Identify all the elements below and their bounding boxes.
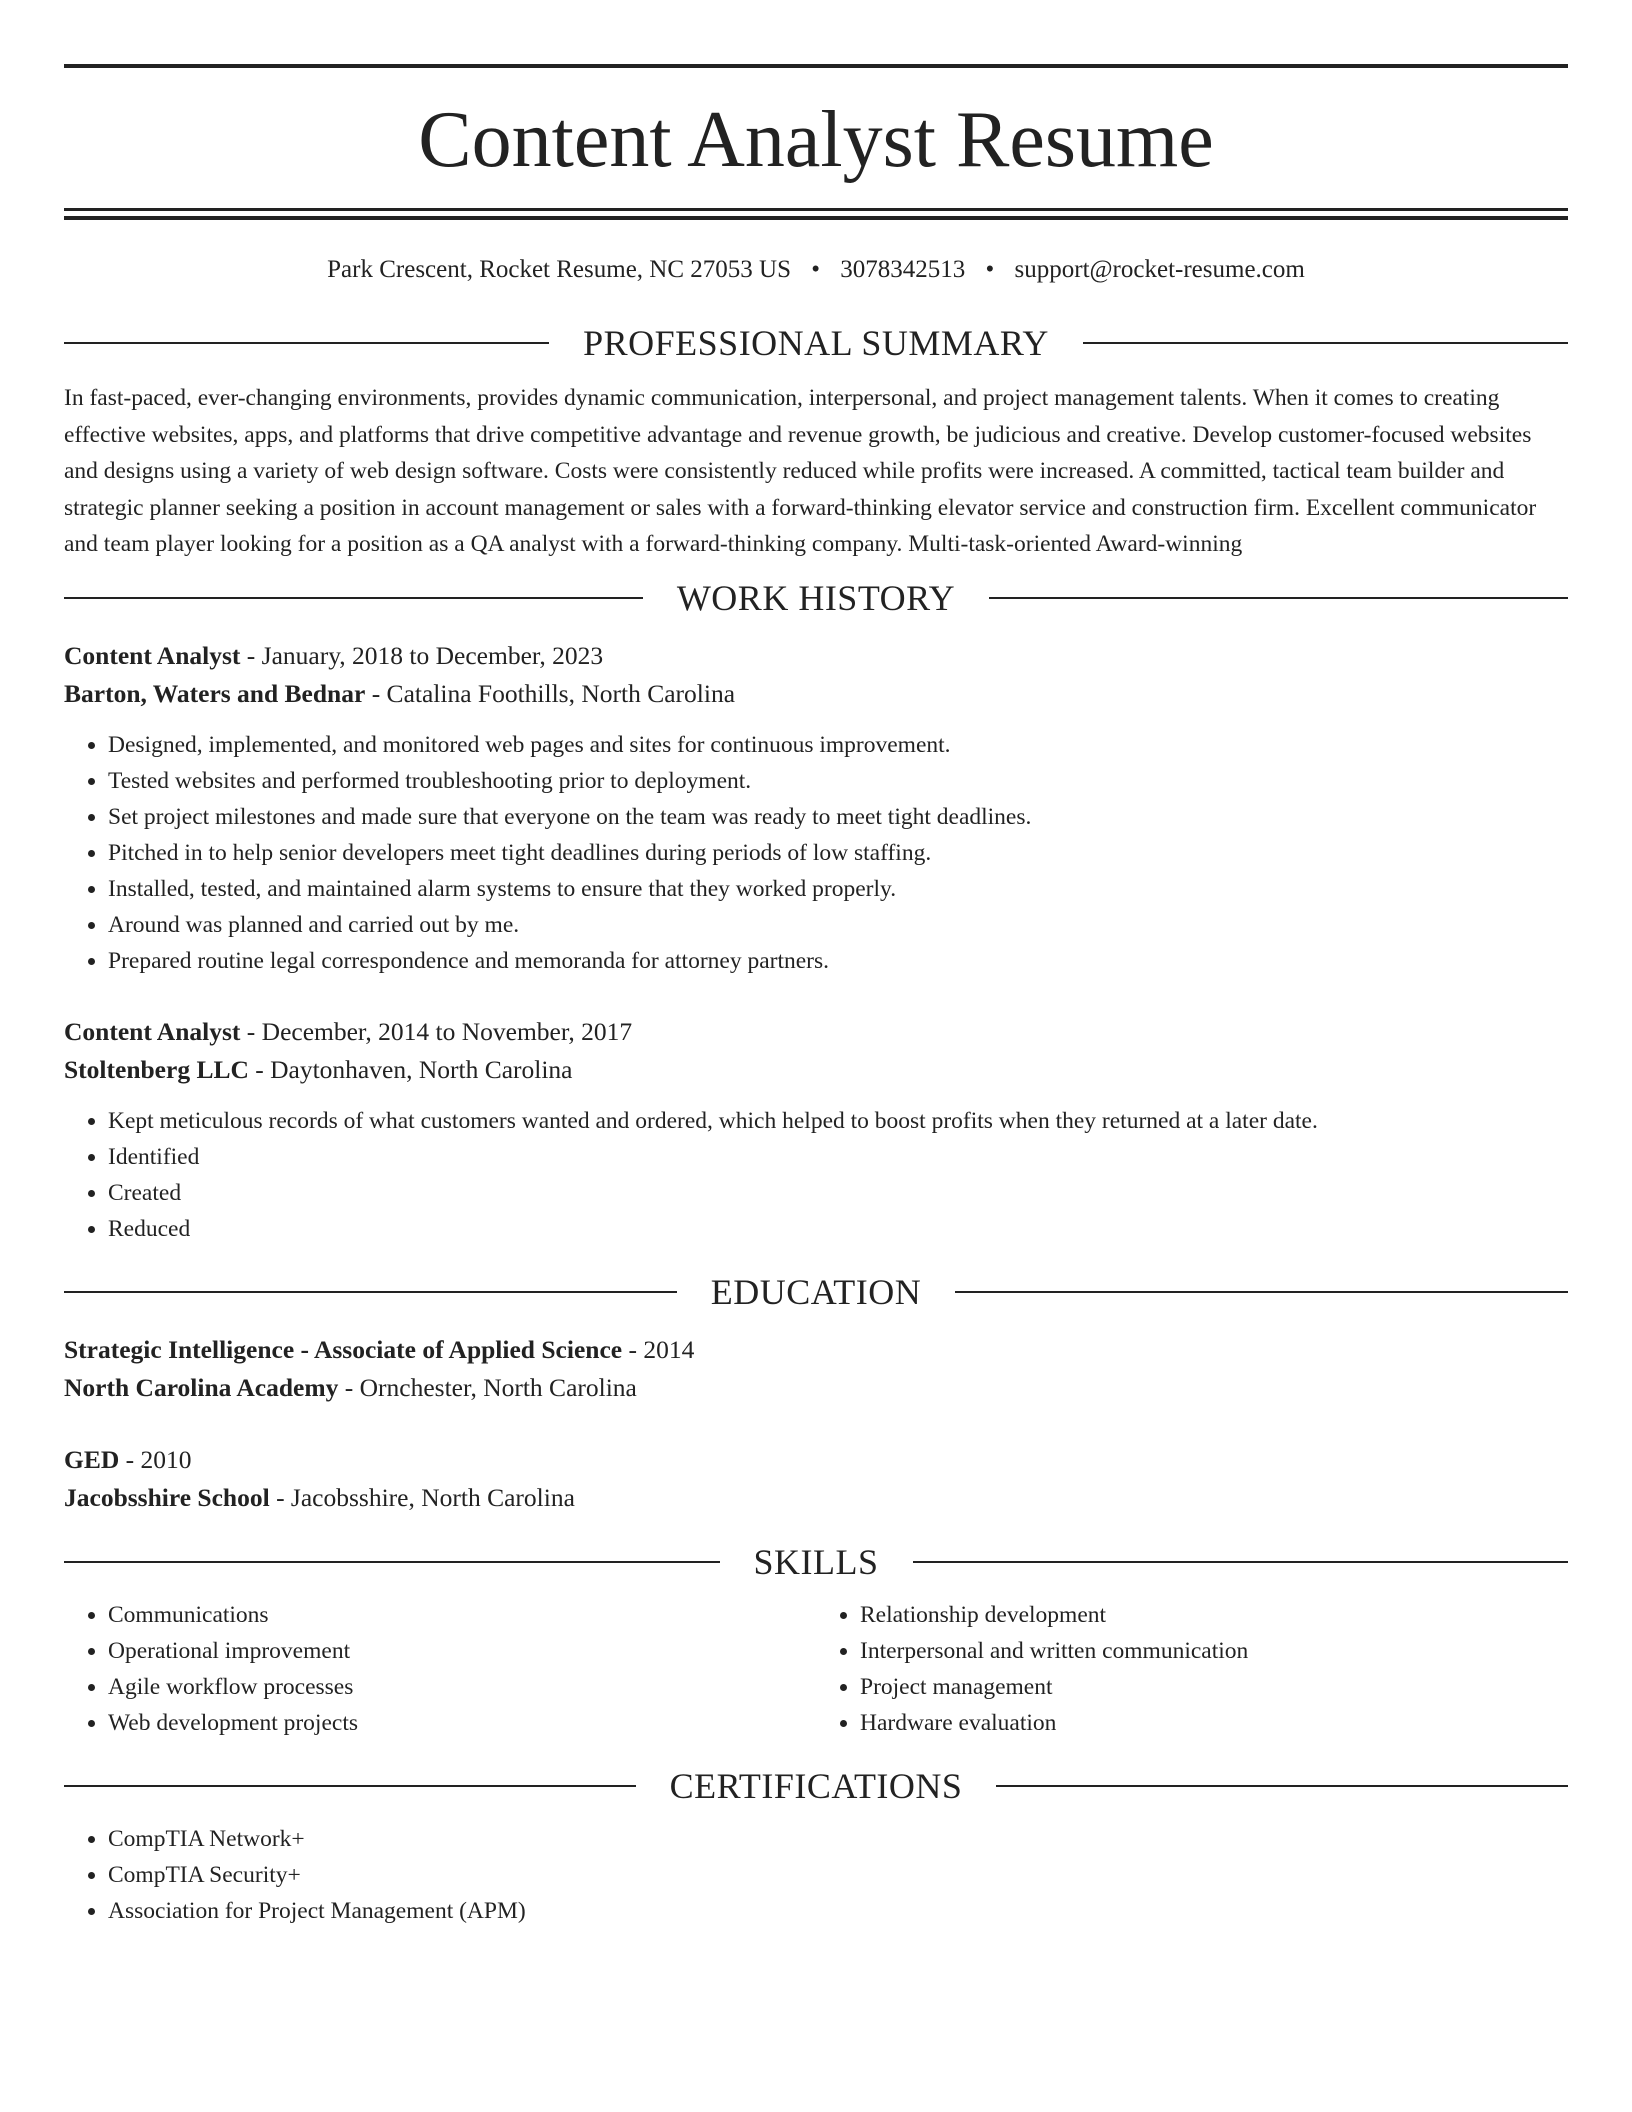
job-company: Barton, Waters and Bednar [64, 678, 366, 708]
section-rule [64, 1561, 720, 1563]
list-item: • Reduced [108, 1211, 1568, 1247]
job-title: Content Analyst [64, 640, 241, 670]
contact-email: support@rocket-resume.com [1014, 256, 1305, 283]
list-item: • Created [108, 1175, 1568, 1211]
list-item: • Prepared routine legal correspondence and memoranda for attorney partners. [108, 943, 1568, 979]
skills-list-right [816, 1597, 1568, 1741]
list-item: • Tested websites and performed troubleshooting prior to deployment. [108, 763, 1568, 799]
section-rule [955, 1291, 1568, 1293]
job-title-line [64, 637, 1568, 675]
section-header-certifications [64, 1765, 1568, 1807]
list-item: • Association for Project Management (APM) [108, 1893, 1568, 1929]
degree: Strategic Intelligence - Associate of Applied Science [64, 1334, 623, 1364]
contact-address: Park Crescent, Rocket Resume, NC 27053 US [327, 256, 791, 283]
section-rule [913, 1561, 1569, 1563]
title-double-rule [64, 208, 1568, 220]
list-item: • Around was planned and carried out by me. [108, 907, 1568, 943]
list-item: • Identified [108, 1139, 1568, 1175]
resume-title: Content Analyst Resume [418, 96, 1214, 184]
job-company-line [64, 675, 1568, 713]
degree-line [64, 1441, 1568, 1479]
job-bullets [64, 727, 1568, 979]
job-dates: - January, 2018 to December, 2023 [240, 640, 604, 670]
section-title: EDUCATION [710, 1271, 922, 1312]
list-item: • Hardware evaluation [860, 1705, 1568, 1741]
list-item: • Communications [108, 1597, 816, 1633]
education-entry [64, 1441, 1568, 1517]
contact-phone: 3078342513 [840, 256, 966, 283]
job-company: Stoltenberg LLC [64, 1054, 249, 1084]
list-item: • Operational improvement [108, 1633, 816, 1669]
job-location: - Catalina Foothills, North Carolina [365, 678, 736, 708]
school-location: - Jacobsshire, North Carolina [269, 1482, 575, 1512]
job-company-line [64, 1051, 1568, 1089]
list-item: • Project management [860, 1669, 1568, 1705]
section-rule [64, 1785, 636, 1787]
list-item: • Relationship development [860, 1597, 1568, 1633]
list-item: • CompTIA Security+ [108, 1857, 1568, 1893]
summary-text: In fast-paced, ever-changing environments, provides dynamic communication, interpersonal, and project management talents. When it comes to creating effective websites, apps, and platforms that drive competitive advantage and revenue growth, be judicious and creative. Develop customer-focused websites and designs using a variety of web design software. Costs were consistently reduced while profits were increased. A committed, tactical team builder and strategic planner seeking a position in account management or sales with a forward-thinking elevator service and construction firm. Excellent communicator and team player looking for a position as a QA analyst with a forward-thinking company. Multi-task-oriented Award-winning [64, 385, 1537, 557]
list-item: • Designed, implemented, and monitored web pages and sites for continuous improvement. [108, 727, 1568, 763]
section-header-education [64, 1271, 1568, 1313]
contact-separator: • [985, 256, 995, 283]
degree-year: - 2010 [119, 1444, 192, 1474]
section-title: CERTIFICATIONS [669, 1765, 963, 1806]
list-item: • Installed, tested, and maintained alarm systems to ensure that they worked properly. [108, 871, 1568, 907]
section-rule [64, 342, 549, 344]
list-item: • Kept meticulous records of what customers wanted and ordered, which helped to boost profits when they returned at a later date. [108, 1103, 1568, 1139]
school: North Carolina Academy [64, 1372, 339, 1402]
school-location: - Ornchester, North Carolina [338, 1372, 637, 1402]
section-title: WORK HISTORY [676, 577, 956, 618]
list-item: • Set project milestones and made sure that everyone on the team was ready to meet tight deadlines. [108, 799, 1568, 835]
list-item: • Agile workflow processes [108, 1669, 816, 1705]
job-title-line [64, 1013, 1568, 1051]
section-header-work [64, 577, 1568, 619]
section-title: PROFESSIONAL SUMMARY [583, 323, 1049, 363]
job-entry [64, 637, 1568, 979]
degree-line [64, 1331, 1568, 1369]
school-line [64, 1369, 1568, 1407]
list-item: • Pitched in to help senior developers meet tight deadlines during periods of low staffing. [108, 835, 1568, 871]
degree: GED [64, 1444, 120, 1474]
education-entry [64, 1331, 1568, 1407]
degree-year: - 2014 [622, 1334, 695, 1364]
list-item: • Interpersonal and written communication [860, 1633, 1568, 1669]
job-bullets [64, 1103, 1568, 1247]
job-entry [64, 1013, 1568, 1247]
job-title: Content Analyst [64, 1016, 241, 1046]
list-item: • CompTIA Network+ [108, 1821, 1568, 1857]
section-rule [989, 597, 1568, 599]
school-line [64, 1479, 1568, 1517]
certifications-list [64, 1821, 1568, 1929]
section-rule [64, 597, 643, 599]
section-rule [64, 1291, 677, 1293]
section-title: SKILLS [753, 1541, 879, 1582]
section-header-skills [64, 1541, 1568, 1583]
section-rule [1083, 342, 1568, 344]
contact-line [64, 256, 1568, 284]
top-rule [64, 64, 1568, 68]
school: Jacobsshire School [64, 1482, 270, 1512]
list-item: • Web development projects [108, 1705, 816, 1741]
section-header-summary [64, 322, 1568, 364]
job-location: - Daytonhaven, North Carolina [248, 1054, 573, 1084]
job-dates: - December, 2014 to November, 2017 [240, 1016, 633, 1046]
contact-separator: • [811, 256, 821, 283]
skills-columns [64, 1597, 1568, 1741]
section-rule [996, 1785, 1568, 1787]
skills-list-left [64, 1597, 816, 1741]
